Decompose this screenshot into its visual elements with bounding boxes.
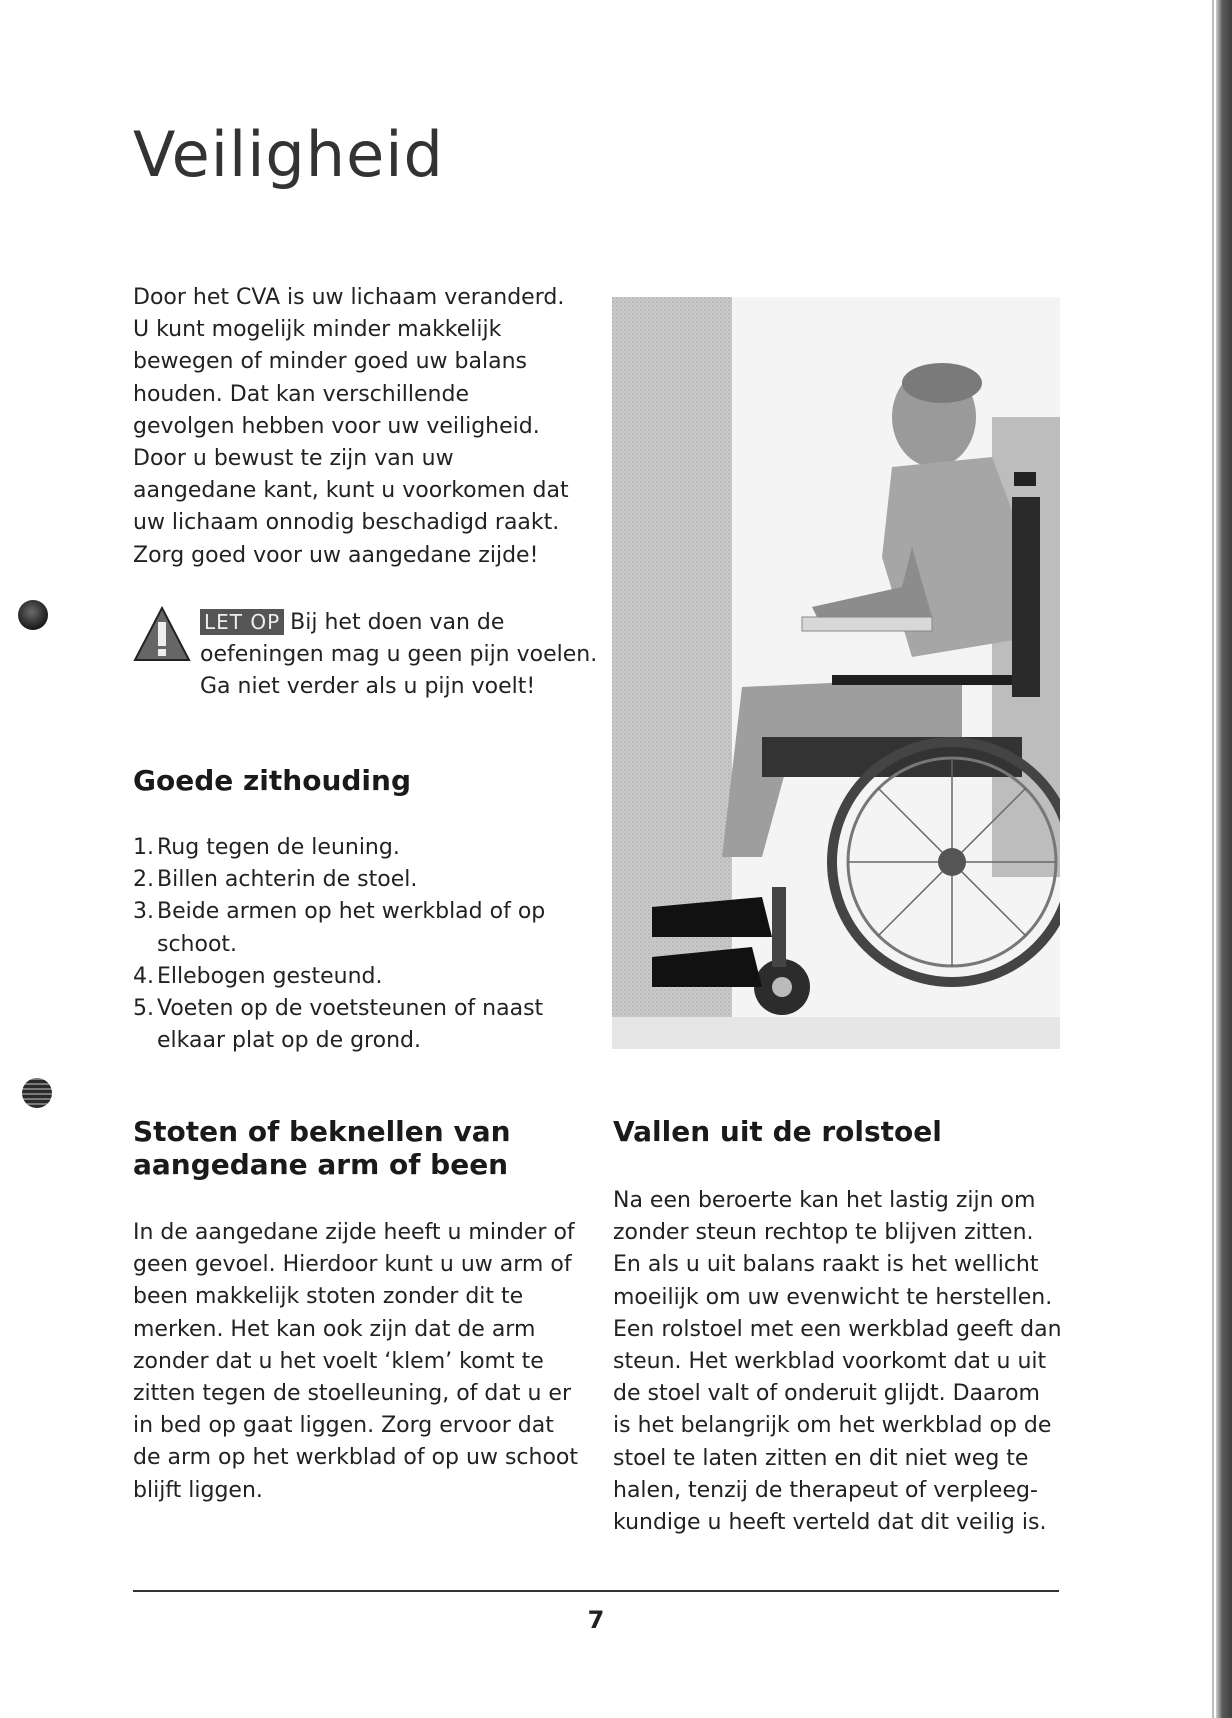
list-item: 2. Billen achterin de stoel.: [133, 867, 418, 893]
posture-list: [133, 832, 573, 1057]
footer-rule: [133, 1590, 1059, 1592]
list-item: 5. Voeten op de voetsteunen of naast elkaar plat op de grond.: [133, 996, 544, 1054]
list-item: 1. Rug tegen de leuning.: [133, 835, 400, 860]
binder-hole: [22, 1078, 52, 1108]
warning-note: [200, 607, 600, 704]
list-item: 4. Ellebogen gesteund.: [133, 963, 383, 989]
bumping-heading: Stoten of beknellen van aangedane arm of been: [133, 1115, 511, 1181]
page-title: Veiligheid: [133, 118, 444, 191]
list-item: 3. Beide armen op het werkblad of op schoot.: [133, 899, 546, 957]
falling-heading: Vallen uit de rolstoel: [613, 1115, 942, 1148]
posture-heading: Goede zithouding: [133, 764, 411, 797]
page-edge-line: [1212, 0, 1214, 1718]
binder-hole: [18, 600, 48, 630]
warning-triangle-icon: [133, 606, 191, 662]
intro-paragraph: Door het CVA is uw lichaam veranderd. U kunt mogelijk minder makkelijk bewegen of minder goed uw balans houden. Dat kan verschillende gevolgen hebben voor uw veiligheid. Door u bewust te zijn van uw aangedane kant, kunt u voorkomen dat uw lichaam onnodig beschadigd raakt. Zorg goed voor uw aangedane zijde!: [133, 285, 569, 568]
man-in-wheelchair-photo: [612, 297, 1060, 1049]
bumping-paragraph: In de aangedane zijde heeft u minder of geen gevoel. Hierdoor kunt u uw arm of been makkelijk stoten zonder dit te merken. Het kan ook zijn dat de arm zonder dat u het voelt ‘klem’ komt te zitten tegen de stoelleuning, of dat u er in bed op gaat liggen. Zorg ervoor dat de arm op het werkblad of op uw schoot blijft liggen.: [133, 1220, 578, 1503]
page-edge: [1216, 0, 1232, 1718]
falling-paragraph: Na een beroerte kan het lastig zijn om zonder steun rechtop te blijven zitten. En als u uit balans raakt is het wellicht moeilijk om uw evenwicht te herstellen. Een rolstoel met een werkblad geeft dan steun. Het werkblad voorkomt dat u uit de stoel valt of onderuit glijdt. Daarom is het belangrijk om het werkblad op de stoel te laten zitten en dit niet weg te halen, tenzij de therapeut of verpleeg-kundige u heeft verteld dat dit veilig is.: [613, 1188, 1062, 1536]
page-number: 7: [587, 1606, 605, 1634]
let-op-badge: LET OP: [200, 609, 284, 635]
warning-text: Bij het doen van de oefeningen mag u geen pijn voelen. Ga niet verder als u pijn voelt!: [200, 610, 598, 700]
